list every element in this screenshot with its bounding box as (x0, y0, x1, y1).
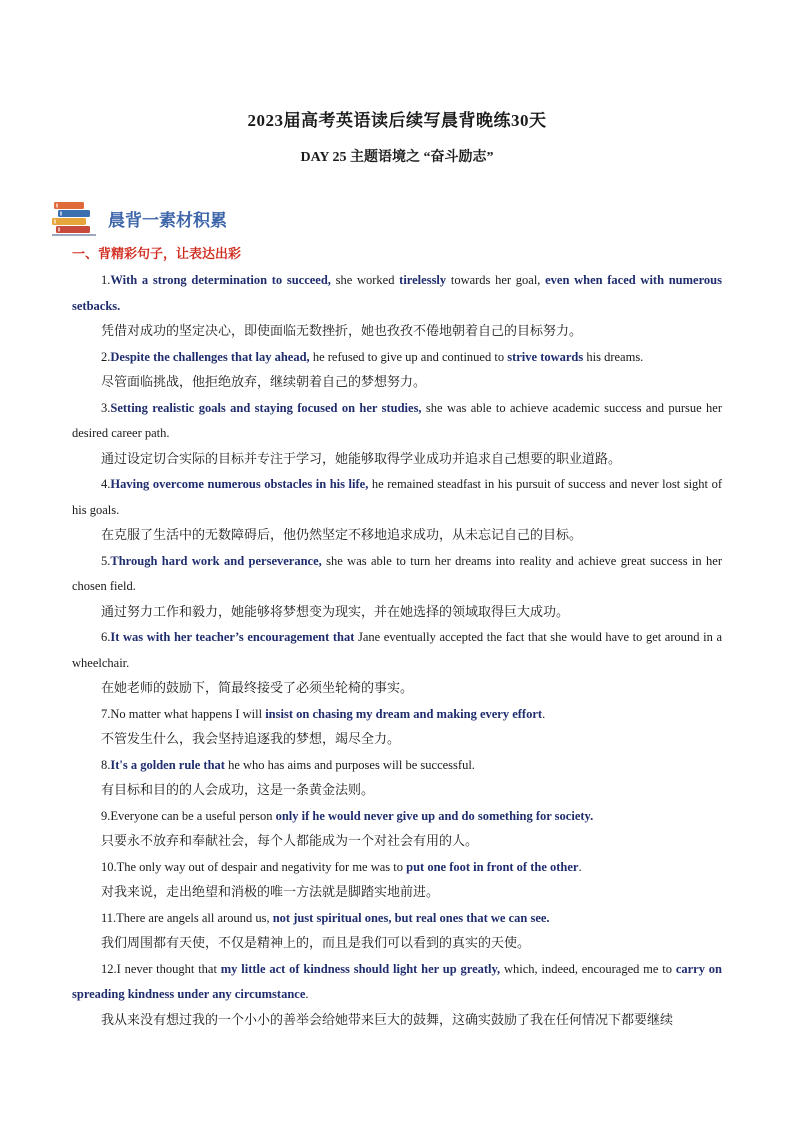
sentence-item (72, 345, 722, 396)
sentence-text: Jane eventually accepted the fact that she would have to get around in a wheelchair. (72, 630, 722, 670)
chinese-translation: 只要永不放弃和奉献社会，每个人都能成为一个对社会有用的人。 (101, 834, 479, 849)
sentence-text: which, indeed, encouraged me to (500, 961, 676, 976)
sentence-item (72, 753, 722, 804)
english-sentence (72, 549, 722, 600)
sentence-text: . (542, 706, 546, 721)
sentence-text: 10.The only way out of despair and negativity for me was to (101, 859, 407, 874)
sentence-item (72, 396, 722, 473)
sentence-text: he refused to give up and continued to (309, 349, 508, 364)
chinese-translation: 通过努力工作和毅力，她能够将梦想变为现实，并在她选择的领域取得巨大成功。 (101, 604, 570, 620)
sentence-item (72, 804, 722, 855)
english-sentence (72, 957, 722, 1008)
chinese-translation: 在她老师的鼓励下，简最终接受了必须坐轮椅的事实。 (101, 681, 414, 696)
english-sentence (72, 625, 722, 676)
highlighted-phrase: Setting realistic goals and staying focused on her studies, (110, 400, 422, 415)
document-title: 2023届高考英语读后续写晨背晚练30天 (247, 111, 547, 130)
english-sentence (72, 472, 722, 523)
highlighted-phrase: not just spiritual ones, but real ones that we can see. (272, 910, 550, 925)
sentence-item (72, 702, 722, 753)
chinese-translation: 不管发生什么，我会坚持追逐我的梦想，竭尽全力。 (101, 732, 401, 747)
chinese-translation: 有目标和目的的人会成功，这是一条黄金法则。 (101, 783, 375, 798)
chinese-translation: 通过设定切合实际的目标并专注于学习，她能够取得学业成功并追求自己想要的职业道路。 (101, 451, 622, 467)
english-sentence (72, 804, 722, 830)
sentence-text: 1. (101, 273, 111, 287)
english-sentence (72, 906, 722, 932)
sentence-text: 8. (101, 757, 111, 772)
sentence-text: she was able to turn her dreams into reality and achieve great success in her chosen field. (72, 553, 722, 593)
highlighted-phrase: Through hard work and perseverance, (110, 553, 322, 568)
english-sentence (72, 268, 722, 319)
english-sentence (72, 396, 722, 447)
sentence-text: 11.There are angels all around us, (101, 910, 273, 925)
highlighted-phrase: put one foot in front of the other (406, 859, 579, 874)
sentence-text: 9.Everyone can be a useful person (101, 808, 276, 823)
sentence-item (72, 549, 722, 626)
highlighted-phrase: It's a golden rule that (110, 757, 225, 772)
highlighted-phrase: It was with her teacher’s encouragement that (110, 630, 355, 644)
sentence-item (72, 472, 722, 549)
section-title: 晨背一素材积累 (108, 210, 227, 231)
chinese-translation: 在克服了生活中的无数障碍后，他仍然坚定不移地追求成功，从未忘记自己的目标。 (101, 528, 583, 543)
sentence-text: 3. (101, 400, 111, 415)
sentence-text: she worked (330, 273, 400, 287)
sentence-text: 6. (101, 630, 111, 644)
sentence-text: she was able to achieve academic success and pursue her desired career path. (72, 400, 722, 440)
highlighted-phrase: insist on chasing my dream and making every effort (265, 706, 543, 721)
sentence-text: he who has aims and purposes will be successful. (224, 757, 475, 772)
sentence-text: . (305, 987, 309, 1001)
english-sentence (72, 855, 722, 881)
chinese-translation: 对我来说，走出绝望和消极的唯一方法就是脚踏实地前进。 (101, 885, 440, 900)
books-icon (52, 198, 98, 238)
sentence-text: 5. (101, 553, 111, 568)
sentence-text: . (578, 859, 582, 874)
highlighted-phrase: With a strong determination to succeed, (110, 273, 331, 287)
sentence-text: his dreams. (583, 349, 644, 364)
english-sentence (72, 345, 722, 371)
highlighted-phrase: Despite the challenges that lay ahead, (110, 349, 310, 364)
english-sentence (72, 753, 722, 779)
chinese-translation: 尽管面临挑战，他拒绝放弃，继续朝着自己的梦想努力。 (101, 375, 427, 390)
sentence-text: 2. (101, 349, 111, 364)
sentence-item (72, 906, 722, 957)
document-subtitle: DAY 25 主题语境之 “奋斗励志” (300, 150, 494, 165)
sentence-text: 7.No matter what happens I will (101, 706, 266, 721)
highlighted-phrase: even when faced with numerous setbacks. (72, 273, 722, 313)
chinese-translation: 我从来没有想过我的一个小小的善举会给她带来巨大的鼓舞，这确实鼓励了我在任何情况下都要继续 (101, 1012, 674, 1028)
chinese-translation: 我们周围都有天使，不仅是精神上的，而且是我们可以看到的真实的天使。 (101, 936, 531, 951)
sentence-text: 12.I never thought that (101, 961, 221, 976)
chinese-translation: 凭借对成功的坚定决心，即使面临无数挫折，她也孜孜不倦地朝着自己的目标努力。 (101, 324, 583, 339)
highlighted-phrase: carry on spreading kindness under any circumstance (72, 961, 722, 1001)
sentence-item (72, 268, 722, 345)
highlighted-phrase: only if he would never give up and do something for society. (275, 808, 594, 823)
sentence-item (72, 855, 722, 906)
highlighted-phrase: tirelessly (399, 273, 447, 287)
sentence-text: 4. (101, 477, 111, 491)
sentence-text: he remained steadfast in his pursuit of success and never lost sight of his goals. (72, 477, 722, 517)
english-sentence (72, 702, 722, 728)
subsection-title: 一、背精彩句子，让表达出彩 (72, 247, 242, 262)
highlighted-phrase: my little act of kindness should light her up greatly, (220, 961, 501, 976)
sentence-item (72, 625, 722, 702)
sentence-item (72, 957, 722, 1034)
section-header (52, 198, 227, 238)
sentence-text: towards her goal, (446, 273, 546, 287)
sentence-list (72, 268, 722, 1033)
highlighted-phrase: strive towards (507, 349, 584, 364)
highlighted-phrase: Having overcome numerous obstacles in his life, (110, 477, 369, 491)
